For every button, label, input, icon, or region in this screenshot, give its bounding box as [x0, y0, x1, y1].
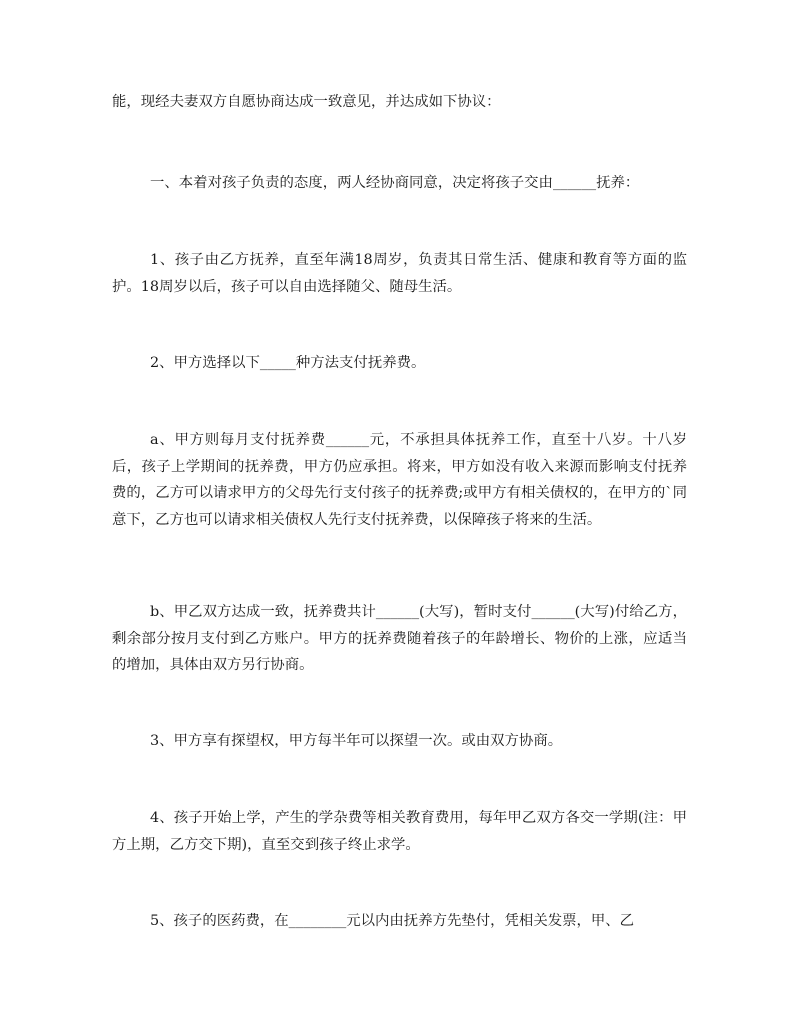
clause-2a-paragraph: a、甲方则每月支付抚养费______元，不承担具体抚养工作，直至十八岁。十八岁后，孩子上学期间的抚养费，甲方仍应承担。将来，甲方如没有收入来源而影响支付抚养费的，乙方可以请求甲方的父母先行支付孩子的抚养费;或甲方有相关债权的，在甲方的`同意下，乙方也可以请求相关债权人先行支付抚养费，以保障孩子将来的生活。 — [112, 432, 687, 528]
clause-5-paragraph: 5、孩子的医药费，在________元以内由抚养方先垫付，凭相关发票，甲、乙 — [150, 913, 635, 929]
clause-1-paragraph: 1、孩子由乙方抚养，直至年满18周岁，负责其日常生活、健康和教育等方面的监护。18周岁以后，孩子可以自由选择随父、随母生活。 — [112, 252, 687, 295]
clause-2b-paragraph: b、甲乙双方达成一致，抚养费共计______(大写)，暂时支付______(大写)付给乙方，剩余部分按月支付到乙方账户。甲方的抚养费随着孩子的年龄增长、物价的上涨，应适当的增加，具体由双方另行协商。 — [112, 604, 687, 673]
clause-3-paragraph: 3、甲方享有探望权，甲方每半年可以探望一次。或由双方协商。 — [150, 733, 563, 749]
agreement-intro-paragraph: 能，现经夫妻双方自愿协商达成一致意见，并达成如下协议： — [112, 94, 501, 110]
custody-clause-paragraph: 一、本着对孩子负责的态度，两人经协商同意，决定将孩子交由______抚养： — [150, 175, 640, 191]
clause-4-paragraph: 4、孩子开始上学，产生的学杂费等相关教育费用，每年甲乙双方各交一学期(注：甲方上期，乙方交下期)，直至交到孩子终止求学。 — [112, 810, 687, 853]
clause-2-paragraph: 2、甲方选择以下_____种方法支付抚养费。 — [150, 355, 426, 371]
